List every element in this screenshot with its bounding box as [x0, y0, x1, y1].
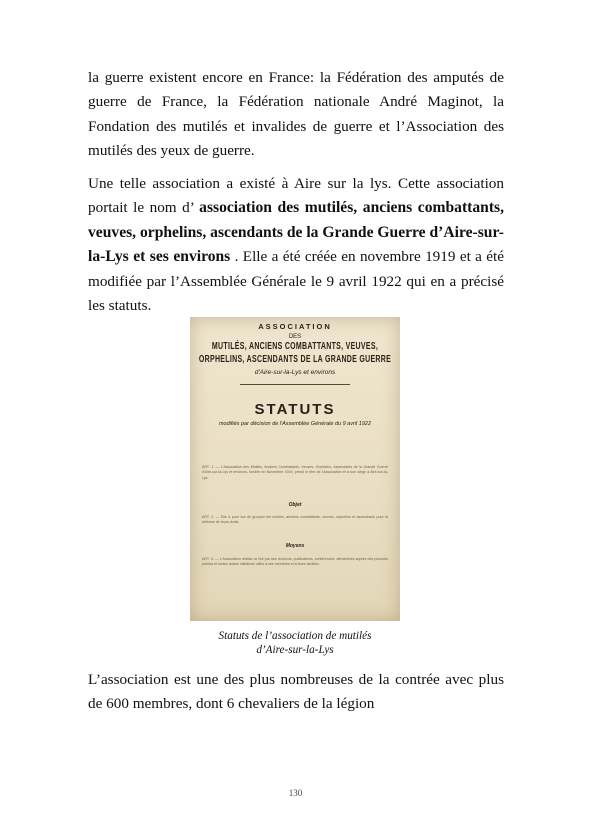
- figure-article-1: ART. 1. — L'Association des Mutilés, Anciens Combattants, Veuves, Orphelins, Ascendants de la Grande Guerre d'Aire-sur-la-Lys et environs, fondée en Novembre 1919, prend le titre de l'Association et a son siège à Aire-sur-la-Lys.: [202, 465, 388, 480]
- caption-line-2: d’Aire-sur-la-Lys: [256, 644, 334, 656]
- figure-heading-objet: Objet: [288, 502, 302, 508]
- caption-line-1: Statuts de l’association de mutilés: [218, 630, 372, 642]
- figure-statuts-title: STATUTS: [254, 401, 336, 418]
- figure-title-line-2: ORPHELINS, ASCENDANTS DE LA GRANDE GUERRE: [198, 354, 392, 365]
- figure-title-line-1: MUTILÉS, ANCIENS COMBATTANTS, VEUVES,: [211, 341, 379, 352]
- figure-association-heading: ASSOCIATION: [258, 322, 332, 331]
- figure-modification-note: modifiés par décision de l'Assemblée Générale du 9 avril 1922: [218, 421, 372, 427]
- paragraph-2-text-end: . Elle a été créée en novembre 1919 et a été modifiée par l’Assemblée Générale le 9 avril 1922 qui en a précisé les statuts.: [88, 248, 504, 315]
- paragraph-2: [88, 172, 504, 318]
- figure-article-3: ART. 3. — L'Association réalise ce but par ses réunions, publications, conférences, démarches auprès des pouvoirs publics et toutes autres initiatives utiles à ses membres et à leurs familles.: [202, 557, 388, 567]
- page-number: 130: [288, 788, 303, 798]
- figure-title-line-3: d'Aire-sur-la-Lys et environs: [254, 369, 336, 376]
- statuts-document-image: [190, 317, 400, 621]
- association-name-bold: association des mutilés, anciens combattants, veuves, orphelins, ascendants de la Grande Guerre d’Aire-sur-la-Lys et ses environs: [88, 199, 504, 266]
- figure-heading-moyens: Moyens: [285, 543, 305, 549]
- figure-article-2: ART. 2. — Elle a pour but de grouper les mutilés, anciens combattants, veuves, orphelins et ascendants pour la défense de leurs droits.: [202, 515, 388, 525]
- paragraph-1: la guerre existent encore en France: la Fédération des amputés de guerre de France, la Fédération nationale André Maginot, la Fondation des mutilés et invalides de guerre et l’Association des mutilés des yeux de guerre.: [88, 69, 504, 160]
- paragraph-3: L’association est une des plus nombreuses de la contrée avec plus de 600 membres, dont 6 chevaliers de la légion: [88, 671, 504, 713]
- figure-des: DES: [288, 334, 302, 340]
- figure-divider: [240, 384, 350, 385]
- figure-caption: [190, 629, 400, 657]
- paragraph-2-text-start: Une telle association a existé à Aire sur la lys. Cette association portait le nom d’: [88, 175, 504, 217]
